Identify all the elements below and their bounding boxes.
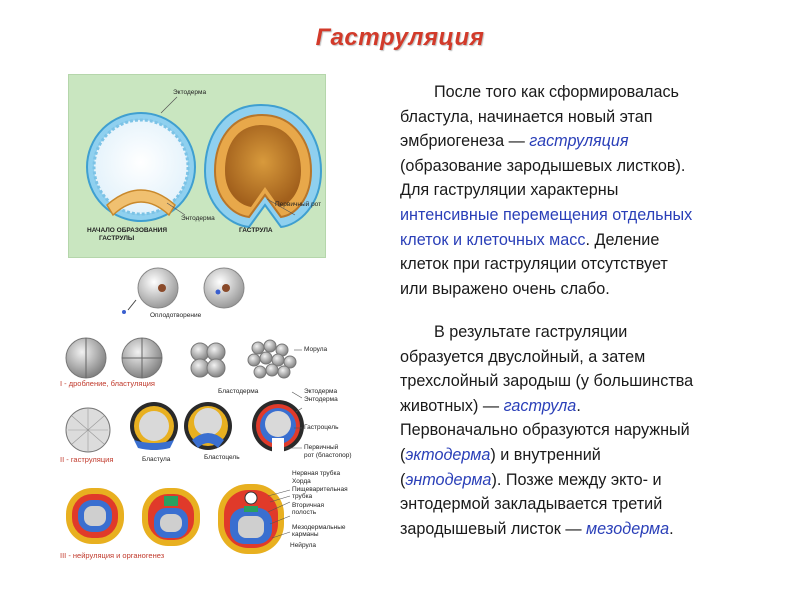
paragraph-line: Первоначально образуются наружный (400, 421, 690, 440)
development-stages-figure (58, 262, 358, 562)
label-stage-3: III - нейруляция и органогенез (60, 551, 165, 560)
paragraph-line (400, 203, 770, 228)
label-stage-2: II - гаструляция (60, 455, 114, 464)
label-endoderm-2: Энтодерма (304, 396, 338, 403)
early-gastrula (87, 113, 195, 221)
label-digestive-tube-1: Пищеварительная (292, 486, 348, 493)
cleavage-row (66, 338, 296, 378)
gastrula (205, 105, 321, 227)
label-neurula: Нейрула (290, 542, 316, 549)
neurulation-row (66, 484, 284, 554)
phrase-highlight: клеток и клеточных масс (400, 230, 586, 249)
term-highlight: энтодерма (405, 470, 492, 489)
label-blastoderm: Бластодерма (218, 388, 259, 395)
paragraph-line: (энтодерма). Позже между экто- и (400, 470, 662, 489)
caption-early-1: НАЧАЛО ОБРАЗОВАНИЯ (87, 227, 167, 234)
gastrula-figure (68, 74, 326, 258)
paragraph-line: или выражено очень слабо. (400, 279, 610, 298)
development-diagram (58, 262, 358, 562)
phrase-highlight: интенсивные перемещения отдельных (400, 205, 693, 224)
paragraph-line: В результате гаструляции (434, 323, 628, 341)
label-endoderm: Энтодерма (181, 215, 215, 222)
label-neural-tube: Нервная трубка (292, 470, 341, 477)
label-mesoderm-pockets-1: Мезодермальные (292, 524, 346, 531)
paragraph-line: После того как сформировалась (434, 83, 679, 101)
paragraph-line: клеток и клеточных масс. Деление (400, 230, 660, 249)
term-highlight: гаструляция (529, 132, 629, 151)
label-ectoderm: Эктодерма (173, 89, 207, 96)
caption-gastrula: ГАСТРУЛА (239, 227, 273, 234)
paragraph-line: (эктодерма) и внутренний (400, 445, 601, 464)
paragraph-line: бластула, начинается новый этап (400, 107, 653, 126)
label-digestive-tube-2: трубка (292, 493, 313, 500)
label-chord: Хорда (292, 478, 311, 485)
term-highlight: эктодерма (405, 445, 491, 464)
label-mesoderm-pockets-2: карманы (292, 531, 319, 538)
paragraph-line: трехслойный зародыш (у большинства (400, 372, 694, 391)
paragraph-line: энтодермой закладывается третий (400, 495, 663, 514)
paragraph-line: образуется двуслойный, а затем (400, 347, 646, 366)
label-blastocoel: Бластоцель (204, 454, 240, 461)
gastrulation-row (66, 400, 304, 452)
label-primary-mouth: Первичный рот (275, 201, 322, 208)
fertilization-eggs (122, 268, 244, 314)
label-secondary-cavity-1: Вторичная (292, 502, 324, 509)
label-secondary-cavity-2: полость (292, 509, 317, 516)
term-highlight: гаструла (503, 396, 577, 415)
caption-early-2: ГАСТРУЛЫ (99, 235, 135, 242)
label-fertilization: Оплодотворение (150, 312, 202, 319)
label-gastrocoel: Гастроцель (304, 424, 339, 431)
paragraph-2 (400, 320, 770, 541)
page-title: Гаструляция (315, 24, 485, 51)
label-primary-mouth-1: Первичный (304, 444, 339, 451)
paragraph-1 (400, 80, 770, 301)
label-ectoderm-2: Эктодерма (304, 388, 338, 395)
paragraph-line: зародышевый листок — мезодерма. (400, 519, 674, 538)
paragraph-line: Для гаструляции характерны (400, 181, 619, 200)
label-blastula: Бластула (142, 456, 171, 463)
paragraph-line: эмбриогенеза — гаструляция (400, 132, 629, 151)
label-primary-mouth-2: рот (бластопор) (304, 452, 352, 459)
paragraph-line: клеток при гаструляции отсутствует (400, 255, 668, 274)
paragraph-line: животных) — гаструла. (400, 396, 581, 415)
paragraph-line: (образование зародышевых листков). (400, 156, 686, 175)
label-morula: Морула (304, 346, 328, 353)
label-stage-1: I - дробление, бластуляция (60, 379, 155, 388)
term-highlight: мезодерма (586, 519, 670, 538)
